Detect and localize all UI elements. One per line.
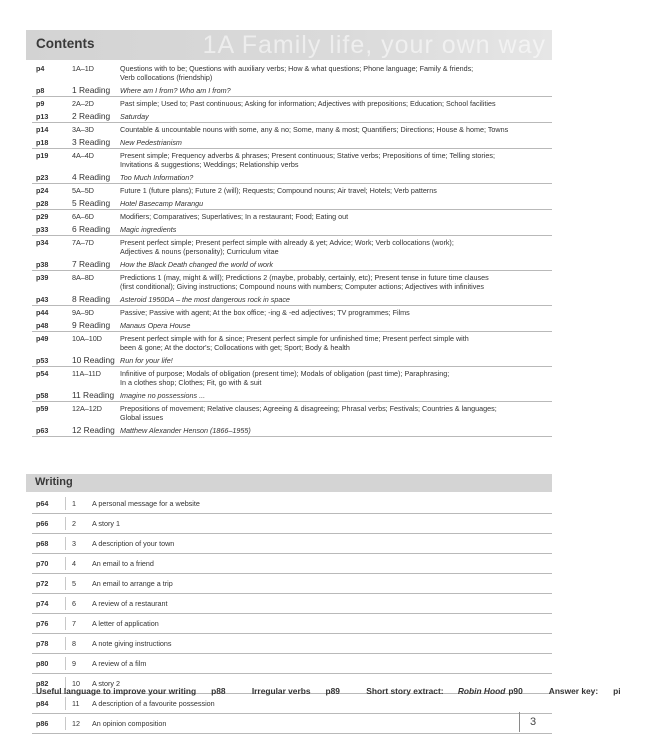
description-line: Infinitive of purpose; Modals of obligation (present time); Modals of obligation (past time); Paraphrasing; <box>120 369 450 378</box>
unit-description <box>120 404 552 422</box>
unit-description <box>120 99 552 108</box>
unit-lesson-code: 3A–3D <box>72 125 94 134</box>
reading-page-number: p63 <box>36 426 49 435</box>
writing-title: A description of your town <box>92 539 175 548</box>
unit-page-number: p19 <box>36 151 49 160</box>
unit-lesson-code: 1A–1D <box>72 64 94 73</box>
column-divider <box>65 697 66 710</box>
ghost-banner-text: 1A Family life, your own way <box>202 31 546 59</box>
description-line: Present perfect simple with for & since; Present perfect simple for unfinished time; Present perfect simple with <box>120 334 469 343</box>
writing-page-number: p66 <box>36 519 49 528</box>
unit-description <box>120 125 552 134</box>
unit-lesson-row[interactable] <box>32 64 552 82</box>
reading-label: 6 Reading <box>72 224 111 234</box>
unit-lesson-code: 8A–8D <box>72 273 94 282</box>
writing-number: 10 <box>72 679 80 688</box>
unit-reading-row[interactable] <box>32 260 552 269</box>
writing-title: An email to a friend <box>92 559 154 568</box>
unit-entry <box>32 271 552 306</box>
description-line: Verb collocations (friendship) <box>120 73 213 82</box>
reading-title: Hotel Basecamp Marangu <box>120 199 204 208</box>
unit-lesson-code: 2A–2D <box>72 99 94 108</box>
column-divider <box>65 537 66 550</box>
unit-lesson-code: 5A–5D <box>72 186 94 195</box>
unit-page-number: p59 <box>36 404 49 413</box>
writing-number: 12 <box>72 719 80 728</box>
answer-key-page: pi <box>613 686 621 696</box>
unit-description <box>120 238 552 256</box>
writing-number: 9 <box>72 659 76 668</box>
reading-label: 2 Reading <box>72 111 111 121</box>
reading-title: How the Black Death changed the world of work <box>120 260 274 269</box>
contents-header <box>26 30 552 60</box>
unit-entry <box>32 367 552 402</box>
unit-entry <box>32 149 552 184</box>
unit-lesson-code: 4A–4D <box>72 151 94 160</box>
answer-key-label: Answer key: <box>548 686 599 696</box>
description-line: Present simple; Frequency adverbs & phrases; Present continuous; Stative verbs; Prepositions of time; Telling stories; <box>120 151 495 160</box>
unit-entry <box>32 210 552 236</box>
reading-title: Too Much Information? <box>120 173 194 182</box>
description-line: In a clothes shop; Clothes; Fit, go with & suit <box>120 378 262 387</box>
unit-page-number: p4 <box>36 64 45 73</box>
description-line: (first conditional); Giving instructions; Compound nouns with numbers; Computer actions; Adjectives with infinitives <box>120 282 484 291</box>
unit-reading-row[interactable] <box>32 112 552 121</box>
reading-title: Asteroid 1950DA – the most dangerous rock in space <box>120 295 290 304</box>
reading-label: 5 Reading <box>72 198 111 208</box>
unit-page-number: p34 <box>36 238 49 247</box>
writing-number: 11 <box>72 699 80 708</box>
writing-number: 8 <box>72 639 76 648</box>
reading-title: Where am I from? Who am I from? <box>120 86 231 95</box>
description-line: Modifiers; Comparatives; Superlatives; In a restaurant; Food; Eating out <box>120 212 349 221</box>
short-story-ref[interactable] <box>366 686 534 696</box>
unit-reading-row[interactable] <box>32 225 552 234</box>
reading-label: 3 Reading <box>72 137 111 147</box>
writing-title: A review of a film <box>92 659 147 668</box>
writing-item[interactable] <box>32 714 552 734</box>
writing-page-number: p70 <box>36 559 49 568</box>
description-line: Global issues <box>120 413 164 422</box>
reading-page-number: p18 <box>36 138 49 147</box>
writing-item[interactable] <box>32 614 552 634</box>
column-divider <box>65 577 66 590</box>
unit-lesson-row[interactable] <box>32 369 552 387</box>
reading-label: 4 Reading <box>72 172 111 182</box>
writing-item[interactable] <box>32 554 552 574</box>
reading-page-number: p13 <box>36 112 49 121</box>
writing-list <box>32 494 552 734</box>
reading-page-number: p43 <box>36 295 49 304</box>
description-line: Past simple; Used to; Past continuous; Asking for information; Adjectives with prepositions; Education; School facilities <box>120 99 496 108</box>
writing-page-number: p84 <box>36 699 49 708</box>
unit-lesson-row[interactable] <box>32 238 552 256</box>
irregular-verbs-label: Irregular verbs <box>251 686 311 696</box>
writing-title: A note giving instructions <box>92 639 172 648</box>
description-line: Predictions 1 (may, might & will); Predictions 2 (maybe, probably, certainly, etc); Present tense in future time clauses <box>120 273 489 282</box>
column-divider <box>65 557 66 570</box>
writing-item[interactable] <box>32 494 552 514</box>
writing-title: An opinion composition <box>92 719 167 728</box>
writing-title: Writing <box>35 476 73 488</box>
writing-title: A description of a favourite possession <box>92 699 215 708</box>
writing-page-number: p68 <box>36 539 49 548</box>
writing-title: A review of a restaurant <box>92 599 168 608</box>
unit-reading-row[interactable] <box>32 199 552 208</box>
writing-number: 7 <box>72 619 76 628</box>
unit-entry <box>32 402 552 437</box>
unit-page-number: p29 <box>36 212 49 221</box>
reading-page-number: p53 <box>36 356 49 365</box>
column-divider <box>65 517 66 530</box>
reading-title: Saturday <box>120 112 149 121</box>
reading-label: 11 Reading <box>72 390 115 400</box>
reading-page-number: p8 <box>36 86 45 95</box>
description-line: Countable & uncountable nouns with some, any & no; Some, many & most; Quantifiers; Directions; House & home; Towns <box>120 125 509 134</box>
unit-reading-row[interactable] <box>32 138 552 147</box>
irregular-verbs-ref[interactable] <box>252 686 352 696</box>
unit-description <box>120 308 552 317</box>
writing-page-number: p72 <box>36 579 49 588</box>
reading-title: Run for your life! <box>120 356 173 365</box>
writing-header <box>26 474 552 492</box>
description-line: Invitations & suggestions; Weddings; Relationship verbs <box>120 160 299 169</box>
reading-title: New Pedestrianism <box>120 138 182 147</box>
writing-item[interactable] <box>32 594 552 614</box>
reading-page-number: p38 <box>36 260 49 269</box>
writing-page-number: p78 <box>36 639 49 648</box>
unit-lesson-row[interactable] <box>32 99 552 108</box>
useful-language-page: p88 <box>211 686 226 696</box>
answer-key-ref[interactable] <box>549 686 633 696</box>
writing-page-number: p76 <box>36 619 49 628</box>
unit-lesson-code: 6A–6D <box>72 212 94 221</box>
column-divider <box>65 497 66 510</box>
unit-description <box>120 151 552 169</box>
unit-entry <box>32 306 552 332</box>
reading-label: 12 Reading <box>72 425 115 435</box>
unit-lesson-row[interactable] <box>32 186 552 195</box>
reading-label: 10 Reading <box>72 355 115 365</box>
unit-reading-row[interactable] <box>32 321 552 330</box>
unit-entry <box>32 184 552 210</box>
reading-label: 1 Reading <box>72 85 111 95</box>
unit-description <box>120 186 552 195</box>
description-line: Adjectives & nouns (personality); Curriculum vitae <box>120 247 279 256</box>
unit-page-number: p9 <box>36 99 45 108</box>
description-line: Prepositions of movement; Relative clauses; Agreeing & disagreeing; Phrasal verbs; Festivals; Countries & languages; <box>120 404 497 413</box>
unit-page-number: p44 <box>36 308 49 317</box>
unit-lesson-row[interactable] <box>32 151 552 169</box>
unit-lesson-row[interactable] <box>32 125 552 134</box>
reading-label: 9 Reading <box>72 320 111 330</box>
reading-page-number: p28 <box>36 199 49 208</box>
writing-number: 4 <box>72 559 76 568</box>
unit-entry <box>32 236 552 271</box>
contents-title: Contents <box>36 36 95 51</box>
reading-label: 7 Reading <box>72 259 111 269</box>
reading-label: 8 Reading <box>72 294 111 304</box>
writing-number: 2 <box>72 519 76 528</box>
column-divider <box>65 597 66 610</box>
column-divider <box>65 657 66 670</box>
reading-page-number: p33 <box>36 225 49 234</box>
unit-entry <box>32 62 552 97</box>
unit-description <box>120 64 552 82</box>
reading-page-number: p58 <box>36 391 49 400</box>
unit-page-number: p39 <box>36 273 49 282</box>
page-number: 3 <box>530 716 537 728</box>
writing-number: 1 <box>72 499 76 508</box>
unit-description <box>120 273 552 291</box>
writing-number: 5 <box>72 579 76 588</box>
writing-page-number: p86 <box>36 719 49 728</box>
short-story-label: Short story extract: <box>366 686 444 696</box>
writing-item[interactable] <box>32 574 552 594</box>
writing-page-number: p74 <box>36 599 49 608</box>
unit-lesson-code: 7A–7D <box>72 238 94 247</box>
writing-number: 3 <box>72 539 76 548</box>
unit-description <box>120 212 552 221</box>
reading-title: Matthew Alexander Henson (1866–1955) <box>120 426 251 435</box>
reading-title: Imagine no possessions ... <box>120 391 206 400</box>
writing-page-number: p82 <box>36 679 49 688</box>
reading-title: Magic ingredients <box>120 225 177 234</box>
writing-title: A story 2 <box>92 679 120 688</box>
unit-entry <box>32 123 552 149</box>
useful-language-ref[interactable] <box>36 686 238 696</box>
unit-entry <box>32 97 552 123</box>
unit-reading-row[interactable] <box>32 86 552 95</box>
writing-page-number: p64 <box>36 499 49 508</box>
unit-lesson-row[interactable] <box>32 404 552 422</box>
contents-list <box>32 62 552 437</box>
useful-language-label: Useful language to improve your writing <box>36 686 197 696</box>
unit-lesson-row[interactable] <box>32 273 552 291</box>
unit-lesson-row[interactable] <box>32 308 552 317</box>
unit-description <box>120 369 552 387</box>
unit-lesson-code: 11A–11D <box>72 369 101 378</box>
unit-page-number: p54 <box>36 369 49 378</box>
reading-page-number: p23 <box>36 173 49 182</box>
reading-page-number: p48 <box>36 321 49 330</box>
writing-item[interactable] <box>32 634 552 654</box>
short-story-title: Robin Hood <box>457 686 506 696</box>
footer-references <box>36 686 621 696</box>
description-line: Questions with to be; Questions with auxiliary verbs; How & what questions; Phone language; Family & friends; <box>120 64 474 73</box>
description-line: Passive; Passive with agent; At the box office; -ing & -ed adjectives; TV programmes; Films <box>120 308 410 317</box>
page-number-divider <box>519 712 520 732</box>
column-divider <box>65 637 66 650</box>
description-line: Present perfect simple; Present perfect simple with already & yet; Advice; Work; Verb collocations (work); <box>120 238 454 247</box>
unit-reading-row[interactable] <box>32 173 552 182</box>
unit-reading-row[interactable] <box>32 426 552 435</box>
unit-lesson-row[interactable] <box>32 334 552 352</box>
writing-page-number: p80 <box>36 659 49 668</box>
unit-lesson-code: 10A–10D <box>72 334 102 343</box>
unit-reading-row[interactable] <box>32 391 552 400</box>
unit-lesson-row[interactable] <box>32 212 552 221</box>
unit-description <box>120 334 552 352</box>
unit-page-number: p24 <box>36 186 49 195</box>
writing-title: A letter of application <box>92 619 159 628</box>
unit-lesson-code: 9A–9D <box>72 308 94 317</box>
writing-title: An email to arrange a trip <box>92 579 173 588</box>
writing-item[interactable] <box>32 514 552 534</box>
writing-item[interactable] <box>32 654 552 674</box>
unit-page-number: p49 <box>36 334 49 343</box>
irregular-verbs-page: p89 <box>325 686 340 696</box>
description-line: Future 1 (future plans); Future 2 (will); Requests; Compound nouns; Air travel; Hotels; Verb patterns <box>120 186 437 195</box>
unit-page-number: p14 <box>36 125 49 134</box>
writing-item[interactable] <box>32 534 552 554</box>
unit-reading-row[interactable] <box>32 295 552 304</box>
unit-entry <box>32 332 552 367</box>
description-line: been & gone; At the doctor's; Collocations with get; Sport; Body & health <box>120 343 350 352</box>
unit-lesson-code: 12A–12D <box>72 404 102 413</box>
column-divider <box>65 717 66 730</box>
writing-number: 6 <box>72 599 76 608</box>
column-divider <box>65 617 66 630</box>
reading-title: Manaus Opera House <box>120 321 191 330</box>
unit-reading-row[interactable] <box>32 356 552 365</box>
writing-title: A story 1 <box>92 519 120 528</box>
writing-title: A personal message for a website <box>92 499 200 508</box>
writing-item[interactable] <box>32 694 552 714</box>
short-story-page: p90 <box>508 686 523 696</box>
